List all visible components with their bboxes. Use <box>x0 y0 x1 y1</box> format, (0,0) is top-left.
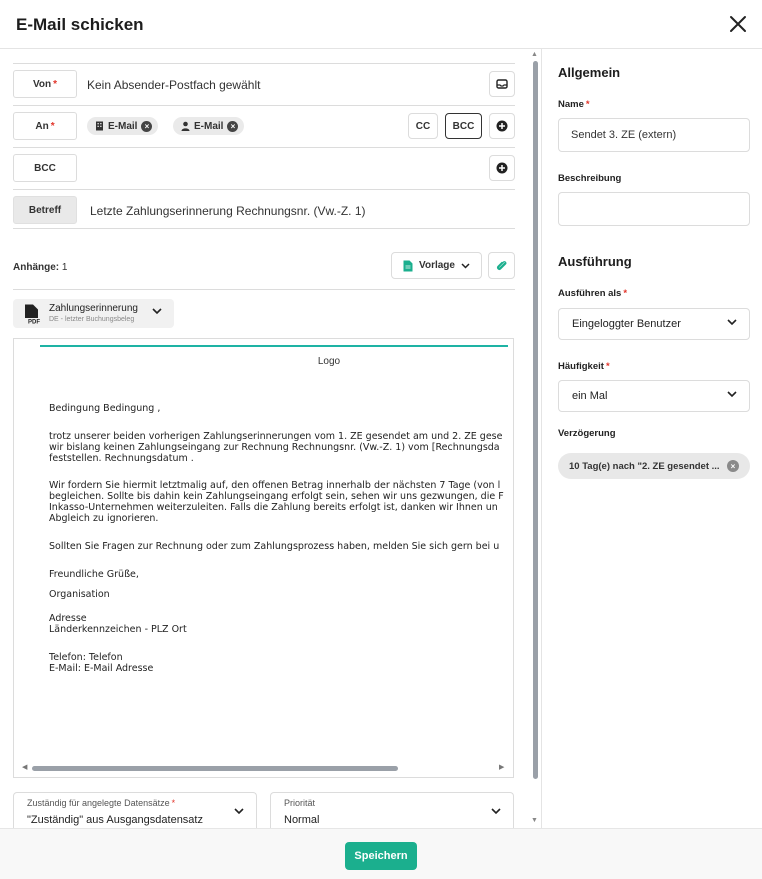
modal-title: E-Mail schicken <box>16 15 144 34</box>
letter-line: Abgleich zu ignorieren. <box>49 513 159 524</box>
template-button-label: Vorlage <box>419 260 455 271</box>
remove-recipient-icon[interactable]: × <box>141 121 152 132</box>
remove-recipient-icon[interactable]: × <box>227 121 238 132</box>
attachment-item[interactable] <box>13 299 174 328</box>
from-label: Von * <box>13 70 77 98</box>
chevron-down-icon <box>727 391 737 398</box>
chevron-down-icon <box>234 808 244 815</box>
close-button[interactable] <box>728 14 748 34</box>
subject-input[interactable]: Letzte Zahlungserinnerung Rechnungsnr. (Vw.-Z. 1) <box>90 204 366 218</box>
template-button[interactable] <box>391 252 482 279</box>
letter-line: Inkasso-Unternehmen weiterzuleiten. Falls die Zahlung bereits erfolgt ist, danken wir Ihnen un <box>49 502 498 513</box>
form-scrollbar[interactable] <box>530 49 541 828</box>
recipient-chip[interactable] <box>87 117 158 135</box>
plus-circle-icon <box>496 162 508 174</box>
remove-delay-icon[interactable]: × <box>727 460 739 472</box>
email-form <box>0 49 530 828</box>
letter-line: Wir fordern Sie hiermit letztmalig auf, den offenen Betrag innerhalb der nächsten 7 Tage (von l <box>49 480 501 491</box>
building-icon <box>95 121 104 131</box>
name-input[interactable]: Sendet 3. ZE (extern) <box>558 118 750 152</box>
scroll-down-icon[interactable]: ▼ <box>531 817 538 824</box>
preview-header-rule <box>40 345 508 347</box>
add-bcc-button[interactable] <box>489 155 515 181</box>
inbox-icon <box>496 78 508 90</box>
run-as-label: Ausführen als * <box>558 288 628 299</box>
preview-horizontal-scrollbar[interactable] <box>14 761 513 775</box>
bcc-button[interactable]: BCC <box>445 113 482 139</box>
letter-line: trotz unserer beiden vorherigen Zahlungserinnerungen vom 1. ZE gesendet am und 2. ZE gese <box>49 431 503 442</box>
preview-logo: Logo <box>317 356 341 367</box>
execution-section-title: Ausführung <box>558 254 632 269</box>
delay-chip[interactable] <box>558 453 750 479</box>
attachments-label: Anhänge: 1 <box>13 262 68 273</box>
chevron-down-icon <box>727 319 737 326</box>
add-recipient-button[interactable] <box>489 113 515 139</box>
general-section-title: Allgemein <box>558 65 621 80</box>
name-label: Name * <box>558 99 590 110</box>
from-value[interactable]: Kein Absender-Postfach gewählt <box>87 78 261 92</box>
letter-line: Adresse <box>49 613 87 624</box>
responsible-value: "Zuständig" aus Ausgangsdatensatz <box>27 814 203 826</box>
letter-line: feststellen. Rechnungsdatum . <box>49 453 194 464</box>
svg-text:PDF: PDF <box>28 319 40 324</box>
to-row <box>13 105 515 145</box>
bcc-label: BCC <box>13 154 77 182</box>
save-button[interactable]: Speichern <box>345 842 417 870</box>
letter-line: E-Mail: E-Mail Adresse <box>49 663 154 674</box>
run-as-value: Eingeloggter Benutzer <box>572 318 681 330</box>
from-row <box>13 63 515 103</box>
chevron-down-icon <box>152 308 162 315</box>
to-label: An * <box>13 112 77 140</box>
settings-sidebar <box>541 49 762 828</box>
delay-value: 10 Tag(e) nach "2. ZE gesendet ... <box>569 460 720 472</box>
letter-line: Telefon: Telefon <box>49 652 123 663</box>
chevron-down-icon <box>491 808 501 815</box>
frequency-value: ein Mal <box>572 390 608 402</box>
email-preview[interactable] <box>13 338 514 778</box>
responsible-select[interactable] <box>13 792 257 828</box>
scroll-right-icon[interactable]: ▶ <box>499 764 505 771</box>
letter-line: Länderkennzeichen - PLZ Ort <box>49 624 187 635</box>
delay-label: Verzögerung <box>558 428 616 439</box>
person-icon <box>181 121 190 131</box>
scrollbar-thumb[interactable] <box>533 61 538 779</box>
letter-line: begleichen. Sollte bis dahin kein Zahlungseingang erfolgt sein, sehen wir uns gezwungen, die F <box>49 491 504 502</box>
description-label: Beschreibung <box>558 173 622 184</box>
paperclip-icon <box>496 260 508 272</box>
cc-button[interactable]: CC <box>408 113 438 139</box>
modal-header <box>0 0 762 49</box>
divider <box>13 289 515 290</box>
frequency-label: Häufigkeit * <box>558 361 610 372</box>
attachment-title: Zahlungserinnerung <box>49 303 138 314</box>
recipient-chip[interactable] <box>173 117 244 135</box>
letter-body <box>49 403 514 674</box>
scrollbar-thumb[interactable] <box>32 766 398 771</box>
letter-line: Freundliche Grüße, <box>49 569 139 580</box>
letter-line: Bedingung Bedingung , <box>49 403 161 414</box>
priority-select[interactable] <box>270 792 514 828</box>
letter-line: wir bislang keinen Zahlungseingang zur Rechnung Rechnungsnr. (Vw.-Z. 1) vom [Rechnungsda <box>49 442 500 453</box>
description-input[interactable] <box>558 192 750 226</box>
bcc-row <box>13 147 515 187</box>
plus-circle-icon <box>496 120 508 132</box>
recipient-chip-label: E-Mail <box>108 120 138 132</box>
subject-row <box>13 189 515 229</box>
run-as-select[interactable] <box>558 308 750 340</box>
modal-footer <box>0 828 762 879</box>
attach-file-button[interactable] <box>488 252 515 279</box>
mailbox-button[interactable] <box>489 71 515 97</box>
frequency-select[interactable] <box>558 380 750 412</box>
chevron-down-icon <box>461 263 470 269</box>
attachment-subtitle: DE - letzter Buchungsbeleg <box>49 316 135 323</box>
subject-label: Betreff <box>13 196 77 224</box>
pdf-file-icon <box>24 304 42 324</box>
document-icon <box>403 260 413 272</box>
priority-value: Normal <box>284 814 320 826</box>
letter-line: Organisation <box>49 589 110 600</box>
recipient-chip-label: E-Mail <box>194 120 224 132</box>
scroll-left-icon[interactable]: ◀ <box>22 764 28 771</box>
scroll-up-icon[interactable]: ▲ <box>531 51 538 58</box>
responsible-label: Zuständig für angelegte Datensätze * <box>27 798 176 808</box>
priority-label: Priorität <box>284 798 316 808</box>
close-icon <box>728 14 748 34</box>
letter-line: Sollten Sie Fragen zur Rechnung oder zum Zahlungsprozess haben, melden Sie sich gern bei u <box>49 541 500 552</box>
